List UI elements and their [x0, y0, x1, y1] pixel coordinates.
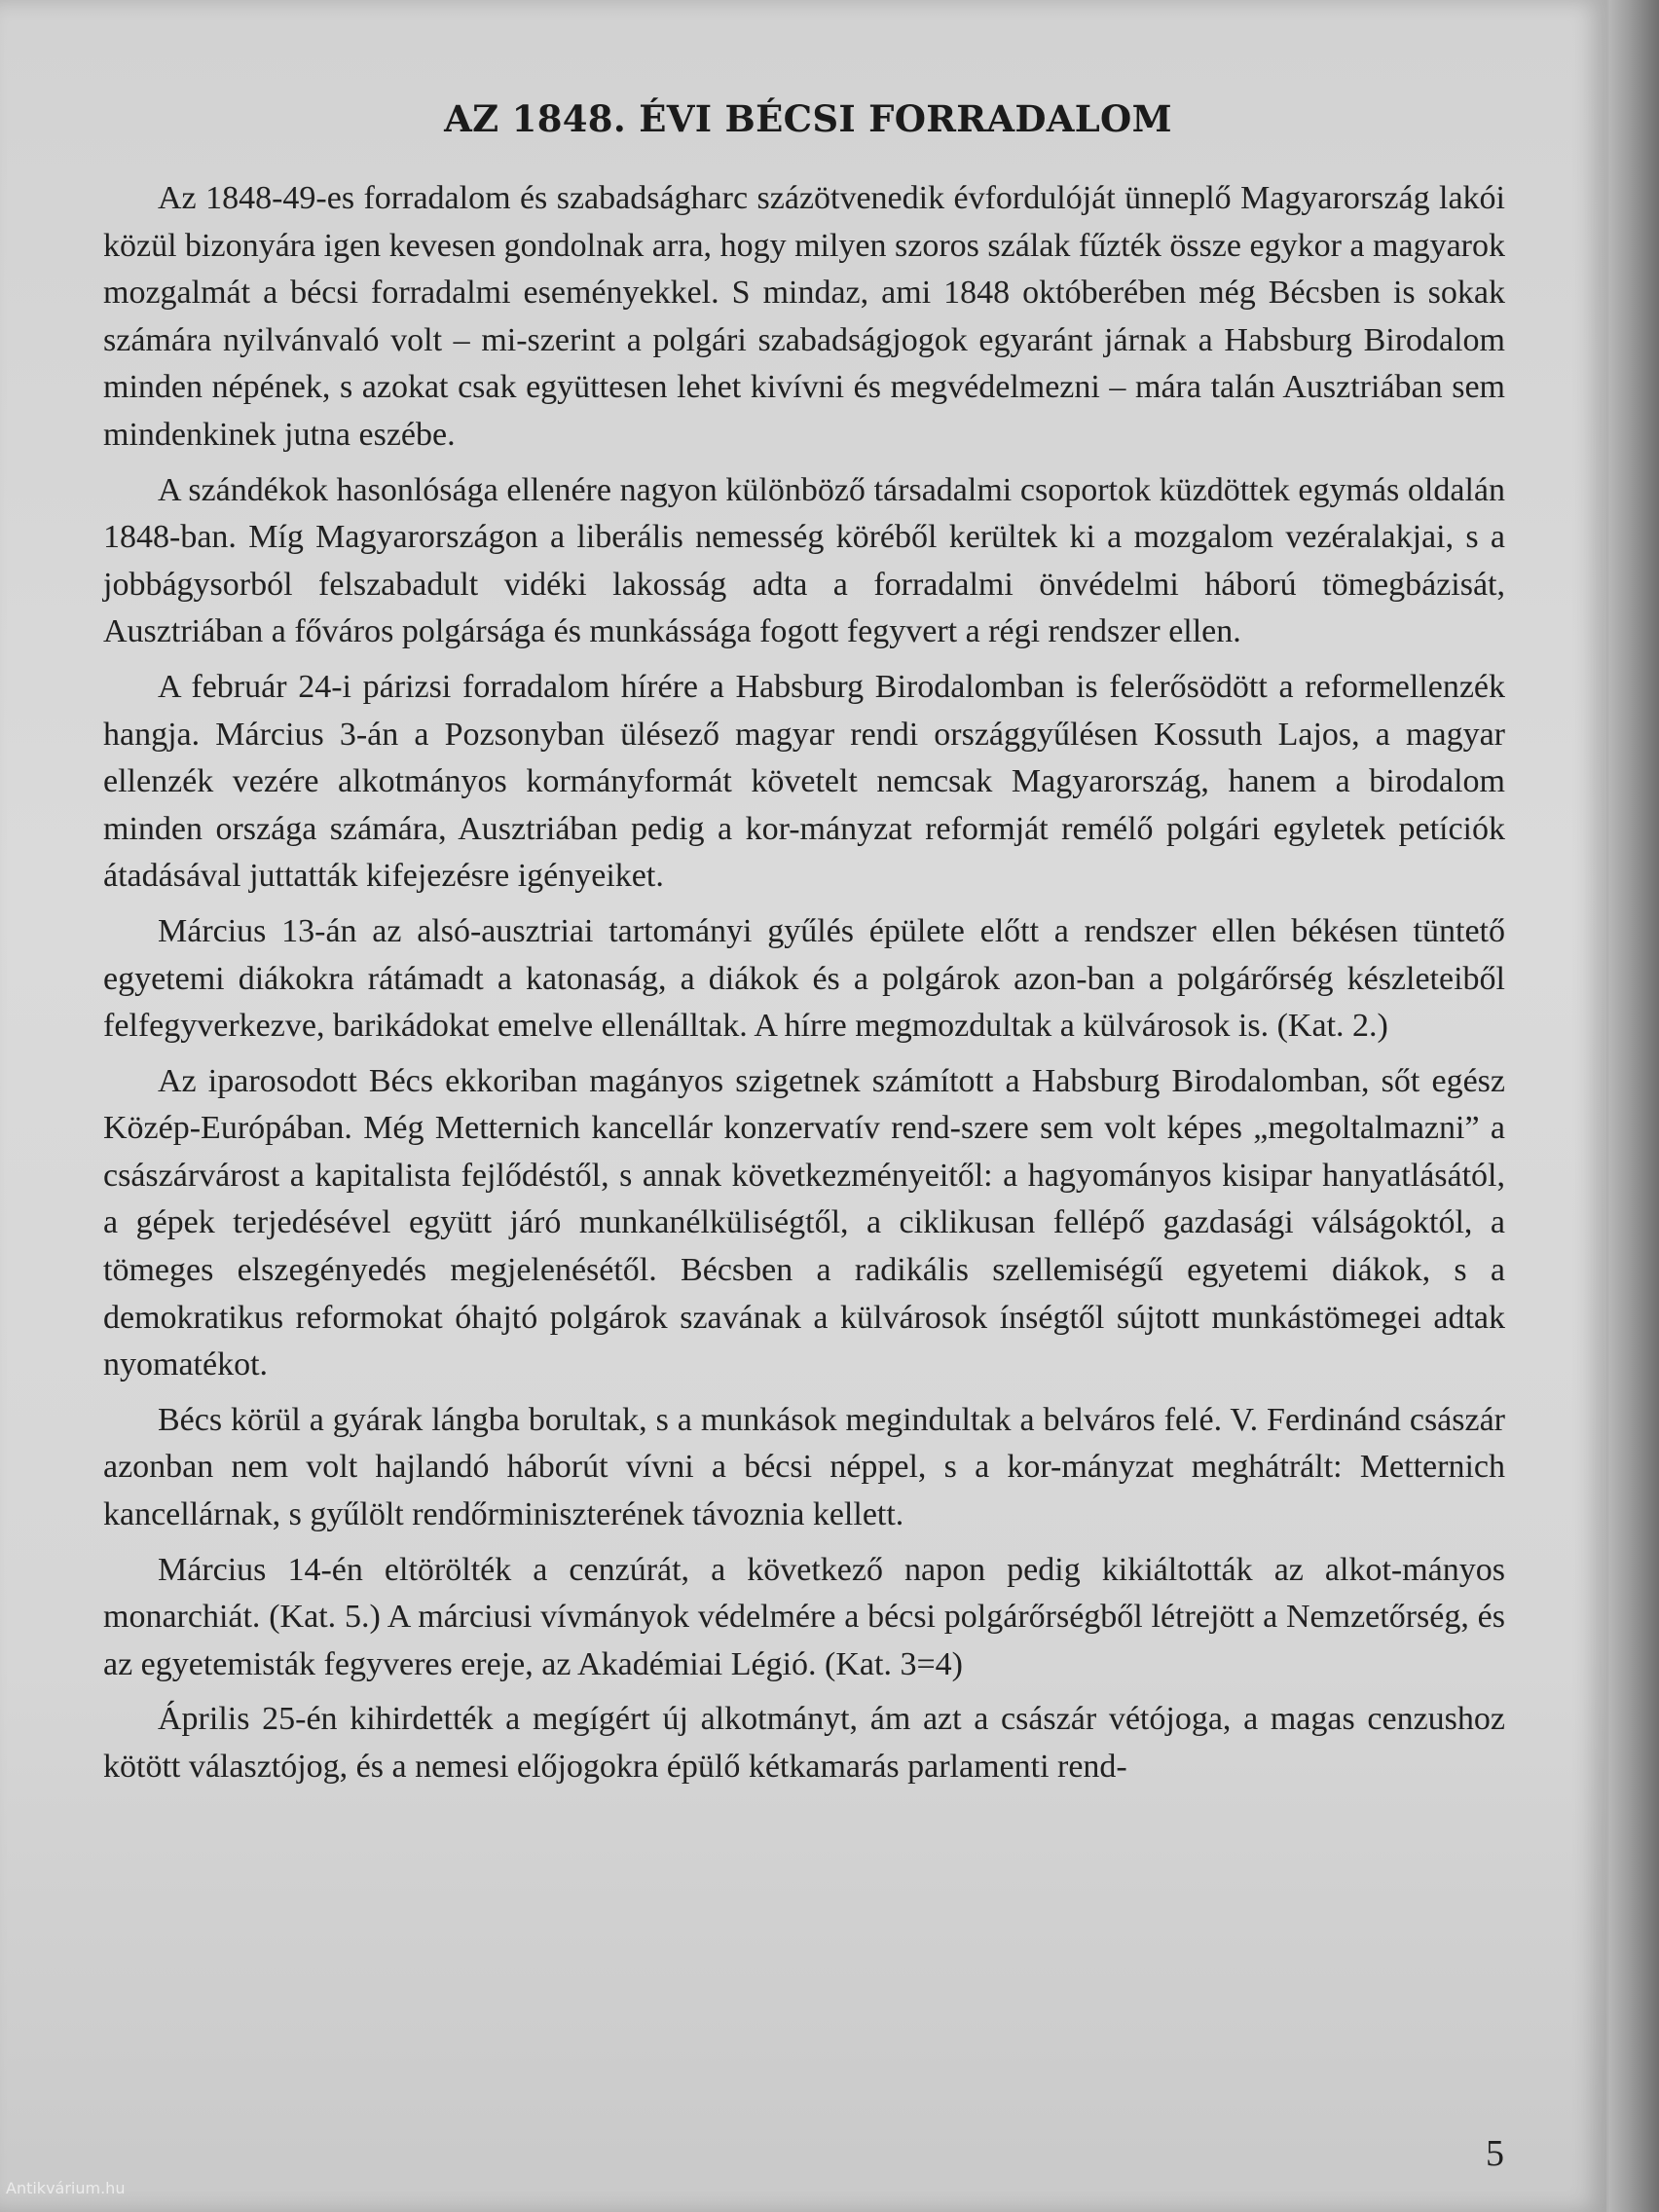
body-text [103, 175, 1505, 1799]
page-number: 5 [1486, 2133, 1504, 2174]
paragraph: Az 1848-49-es forradalom és szabadságharc százötvenedik évfordulóját ünneplő Magyarország lakói közül bizonyára igen kevesen gondolnak arra, hogy milyen szoros szálak fűzték össze egykor a magyarok mozgalmát a bécsi forradalmi eseményekkel. S mindaz, ami 1848 októberében még Bécsben is sokak számára nyilvánvaló volt – mi-szerint a polgári szabadságjogok egyaránt járnak a Habsburg Birodalom minden népének, s azokat csak együttesen lehet kivívni és megvédelmezni – mára talán Ausztriában sem mindenkinek jutna eszébe. [103, 180, 1505, 453]
paragraph: A szándékok hasonlósága ellenére nagyon különböző társadalmi csoportok küzdöttek egymás oldalán 1848-ban. Míg Magyarországon a liberális nemesség köréből kerültek ki a mozgalom vezéralakjai, s a jobbágysorból felszabadult vidéki lakosság adta a forradalmi önvédelmi háború tömegbázisát, Ausztriában a főváros polgársága és munkássága fogott fegyvert a régi rendszer ellen. [103, 471, 1505, 650]
paragraph: Március 14-én eltörölték a cenzúrát, a következő napon pedig kikiáltották az alkot-mányos monarchiát. (Kat. 5.) A márciusi vívmányok védelmére a bécsi polgárőrségből létrejött a Nemzetőrség, és az egyetemisták fegyveres ereje, az Akadémiai Légió. (Kat. 3=4) [103, 1551, 1505, 1682]
watermark: Antikvárium.hu [6, 2179, 126, 2197]
chapter-title: AZ 1848. ÉVI BÉCSI FORRADALOM [444, 97, 1172, 140]
paragraph: A február 24-i párizsi forradalom hírére a Habsburg Birodalomban is felerősödött a reformellenzék hangja. Március 3-án a Pozsonyban ülésező magyar rendi országgyűlésen Kossuth Lajos, a magyar ellenzék vezére alkotmányos kormányformát követelt nemcsak Magyarország, hanem a birodalom minden országa számára, Ausztriában pedig a kor-mányzat reformját remélő polgári egyletek petíciók átadásával juttatták kifejezésre igényeiket. [103, 668, 1505, 895]
paragraph: Az iparosodott Bécs ekkoriban magányos szigetnek számított a Habsburg Birodalomban, sőt egész Közép-Európában. Még Metternich kancellár konzervatív rend-szere sem volt képes „megoltalmazni” a császárvárost a kapitalista fejlődéstől, s annak következményeitől: a hagyományos kisipar hanyatlásától, a gépek terjedésével együtt járó munkanélküliségtől, a ciklikusan fellépő gazdasági válságoktól, a tömeges elszegényedés megjelenésétől. Bécsben a radikális szellemiségű egyetemi diákok, s a demokratikus reformokat óhajtó polgárok szavának a külvárosok ínségtől sújtott munkástömegei adtak nyomatékot. [103, 1062, 1505, 1383]
paragraph: Bécs körül a gyárak lángba borultak, s a munkások megindultak a belváros felé. V. Ferdinánd császár azonban nem volt hajlandó háborút vívni a bécsi néppel, s a kor-mányzat meghátrált: Metternich kancellárnak, s gyűlölt rendőrminiszterének távoznia kellett. [103, 1401, 1505, 1533]
paragraph: Március 13-án az alsó-ausztriai tartományi gyűlés épülete előtt a rendszer ellen békésen tüntető egyetemi diákokra rátámadt a katonaság, a diákok és a polgárok azon-ban a polgárőrség készleteiből felfegyverkezve, barikádokat emelve ellenálltak. A hírre megmozdultak a külvárosok is. (Kat. 2.) [103, 912, 1505, 1045]
paragraph: Április 25-én kihirdették a megígért új alkotmányt, ám azt a császár vétójoga, a magas cenzushoz kötött választójog, és a nemesi előjogokra épülő kétkamarás parlamenti rend- [103, 1701, 1505, 1785]
